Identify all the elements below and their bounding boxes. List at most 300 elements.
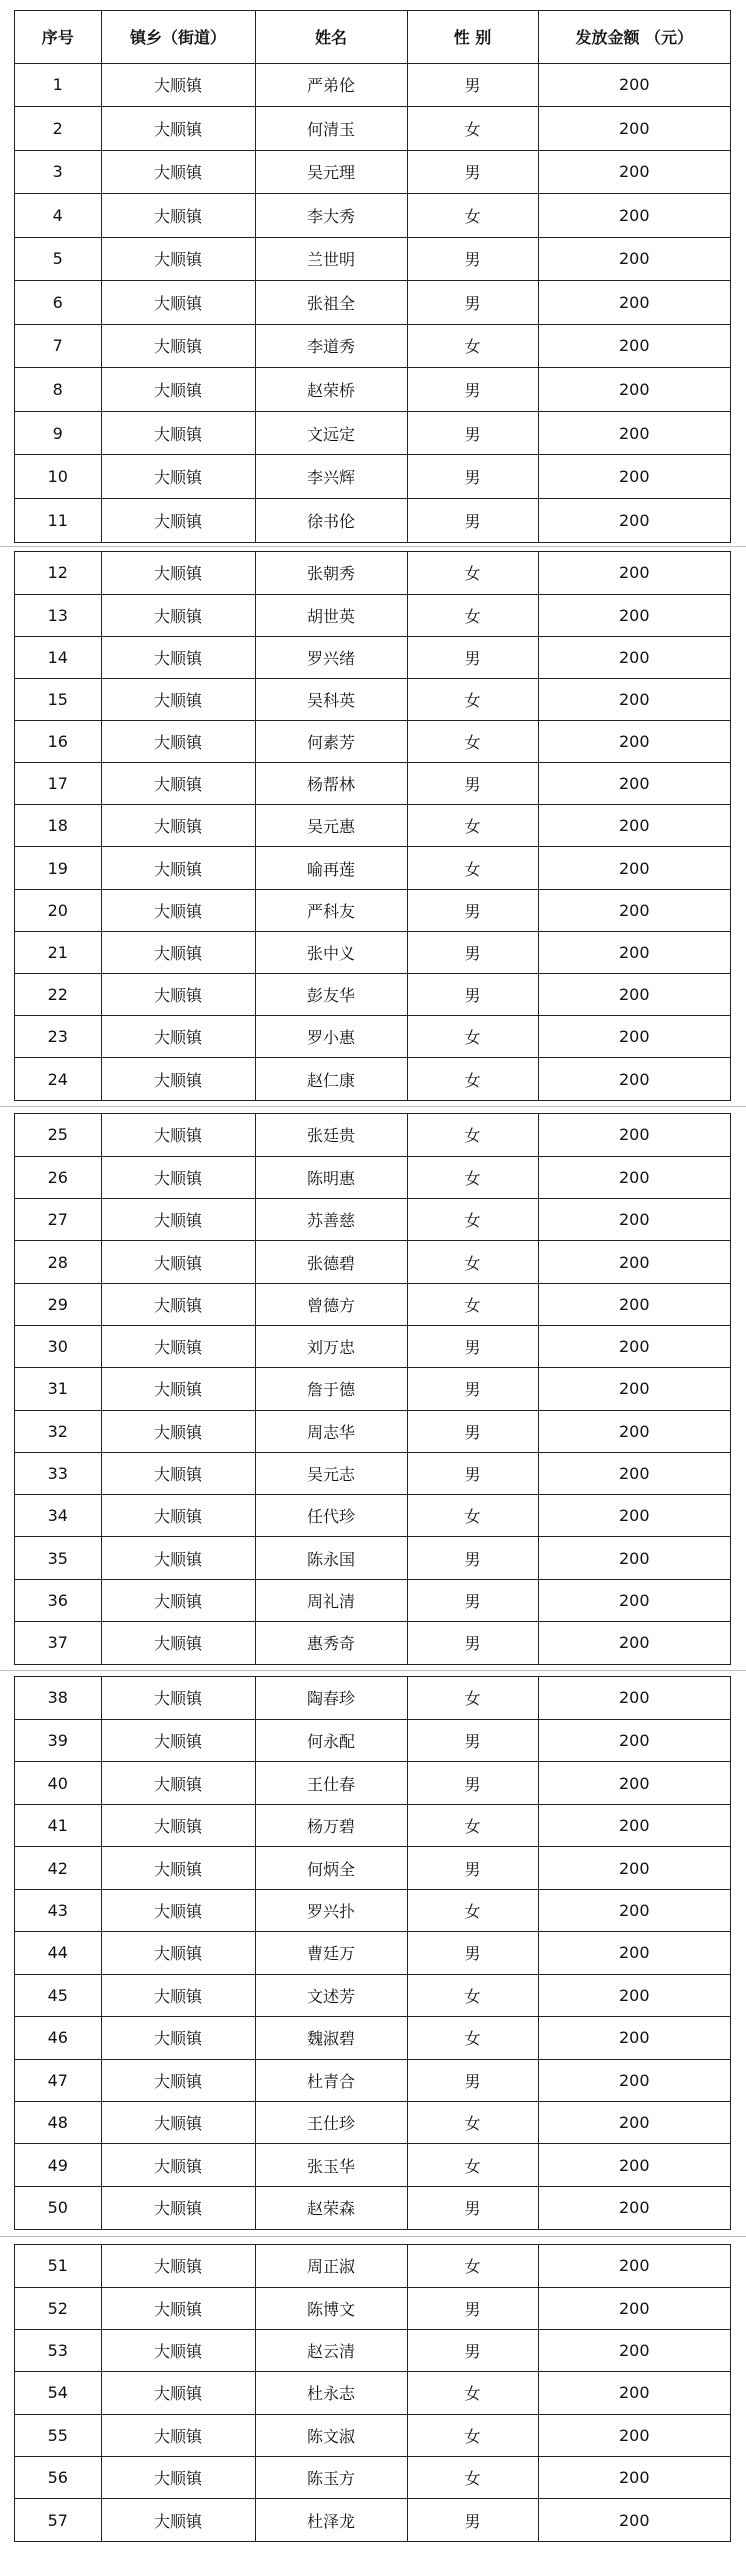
cell-gender: 女 <box>407 1974 538 2016</box>
cell-name: 李道秀 <box>255 324 407 368</box>
cell-gender: 男 <box>407 2287 538 2329</box>
cell-gender: 女 <box>407 1677 538 1719</box>
cell-index: 39 <box>15 1719 101 1761</box>
table-row <box>15 368 730 412</box>
cell-name: 杜永志 <box>255 2372 407 2414</box>
cell-name: 刘万忠 <box>255 1325 407 1367</box>
table-row <box>15 411 730 455</box>
cell-gender: 男 <box>407 1847 538 1889</box>
cell-town: 大顺镇 <box>101 1058 255 1100</box>
cell-gender: 女 <box>407 2456 538 2498</box>
cell-index: 37 <box>15 1622 101 1664</box>
cell-index: 55 <box>15 2414 101 2456</box>
cell-amount: 200 <box>538 1241 730 1283</box>
cell-gender: 女 <box>407 1016 538 1058</box>
cell-name: 徐书伦 <box>255 498 407 542</box>
cell-town: 大顺镇 <box>101 2017 255 2059</box>
cell-gender: 男 <box>407 455 538 499</box>
cell-name: 罗兴绪 <box>255 636 407 678</box>
table-row <box>15 237 730 281</box>
cell-town: 大顺镇 <box>101 2330 255 2372</box>
header-row <box>15 11 730 63</box>
cell-name: 吴元志 <box>255 1452 407 1494</box>
cell-name: 吴科英 <box>255 678 407 720</box>
cell-name: 罗小惠 <box>255 1016 407 1058</box>
cell-name: 杜青合 <box>255 2059 407 2101</box>
cell-index: 3 <box>15 150 101 194</box>
cell-town: 大顺镇 <box>101 1537 255 1579</box>
table-row <box>15 763 730 805</box>
cell-name: 李大秀 <box>255 194 407 238</box>
cell-gender: 男 <box>407 636 538 678</box>
cell-name: 杜泽龙 <box>255 2499 407 2541</box>
cell-gender: 女 <box>407 2245 538 2287</box>
table-row <box>15 973 730 1015</box>
cell-index: 30 <box>15 1325 101 1367</box>
cell-index: 11 <box>15 498 101 542</box>
table-row <box>15 1199 730 1241</box>
page-divider <box>0 1670 746 1671</box>
table-row <box>15 1889 730 1931</box>
cell-gender: 男 <box>407 2330 538 2372</box>
cell-index: 33 <box>15 1452 101 1494</box>
table-row <box>15 1537 730 1579</box>
cell-index: 44 <box>15 1932 101 1974</box>
cell-name: 魏淑碧 <box>255 2017 407 2059</box>
cell-gender: 男 <box>407 237 538 281</box>
cell-index: 49 <box>15 2144 101 2186</box>
cell-index: 18 <box>15 805 101 847</box>
cell-gender: 女 <box>407 1114 538 1156</box>
table-row <box>15 194 730 238</box>
cell-name: 周正淑 <box>255 2245 407 2287</box>
cell-index: 25 <box>15 1114 101 1156</box>
cell-gender: 女 <box>407 552 538 594</box>
table-row <box>15 889 730 931</box>
recipient-table-4 <box>15 1677 730 2229</box>
cell-index: 32 <box>15 1410 101 1452</box>
cell-name: 陈明惠 <box>255 1156 407 1198</box>
cell-name: 彭友华 <box>255 973 407 1015</box>
cell-index: 54 <box>15 2372 101 2414</box>
cell-amount: 200 <box>538 594 730 636</box>
header-index: 序号 <box>15 11 101 63</box>
cell-amount: 200 <box>538 1452 730 1494</box>
cell-index: 21 <box>15 931 101 973</box>
cell-gender: 女 <box>407 2372 538 2414</box>
cell-gender: 女 <box>407 1241 538 1283</box>
cell-amount: 200 <box>538 1537 730 1579</box>
cell-index: 41 <box>15 1804 101 1846</box>
table-row <box>15 1579 730 1621</box>
cell-gender: 男 <box>407 2186 538 2228</box>
cell-name: 胡世英 <box>255 594 407 636</box>
cell-index: 1 <box>15 63 101 107</box>
cell-amount: 200 <box>538 973 730 1015</box>
cell-town: 大顺镇 <box>101 1156 255 1198</box>
cell-town: 大顺镇 <box>101 973 255 1015</box>
cell-name: 陶春珍 <box>255 1677 407 1719</box>
cell-name: 何炳全 <box>255 1847 407 1889</box>
cell-index: 50 <box>15 2186 101 2228</box>
cell-town: 大顺镇 <box>101 2414 255 2456</box>
table-row <box>15 281 730 325</box>
cell-amount: 200 <box>538 1579 730 1621</box>
cell-gender: 女 <box>407 1199 538 1241</box>
cell-amount: 200 <box>538 931 730 973</box>
cell-amount: 200 <box>538 1283 730 1325</box>
cell-amount: 200 <box>538 678 730 720</box>
cell-town: 大顺镇 <box>101 2059 255 2101</box>
cell-gender: 男 <box>407 498 538 542</box>
cell-index: 42 <box>15 1847 101 1889</box>
cell-amount: 200 <box>538 1325 730 1367</box>
table-row <box>15 63 730 107</box>
table-row <box>15 931 730 973</box>
cell-town: 大顺镇 <box>101 107 255 151</box>
cell-amount: 200 <box>538 2017 730 2059</box>
cell-name: 任代珍 <box>255 1495 407 1537</box>
cell-amount: 200 <box>538 368 730 412</box>
table-row <box>15 1677 730 1719</box>
cell-index: 27 <box>15 1199 101 1241</box>
cell-gender: 男 <box>407 281 538 325</box>
cell-town: 大顺镇 <box>101 2456 255 2498</box>
cell-name: 张玉华 <box>255 2144 407 2186</box>
cell-amount: 200 <box>538 2144 730 2186</box>
cell-amount: 200 <box>538 1058 730 1100</box>
cell-name: 严弟伦 <box>255 63 407 107</box>
cell-gender: 女 <box>407 1058 538 1100</box>
cell-name: 陈博文 <box>255 2287 407 2329</box>
table-row <box>15 1283 730 1325</box>
cell-gender: 男 <box>407 150 538 194</box>
cell-index: 40 <box>15 1762 101 1804</box>
cell-town: 大顺镇 <box>101 1016 255 1058</box>
cell-name: 杨万碧 <box>255 1804 407 1846</box>
cell-index: 2 <box>15 107 101 151</box>
page-divider <box>0 2236 746 2237</box>
cell-town: 大顺镇 <box>101 2499 255 2541</box>
cell-town: 大顺镇 <box>101 1974 255 2016</box>
cell-amount: 200 <box>538 2330 730 2372</box>
cell-name: 詹于德 <box>255 1368 407 1410</box>
table-section-2 <box>14 551 731 1101</box>
recipient-table-5 <box>15 2245 730 2541</box>
cell-amount: 200 <box>538 1016 730 1058</box>
cell-amount: 200 <box>538 1410 730 1452</box>
cell-gender: 男 <box>407 2059 538 2101</box>
table-row <box>15 2456 730 2498</box>
cell-town: 大顺镇 <box>101 847 255 889</box>
cell-name: 赵云清 <box>255 2330 407 2372</box>
cell-name: 李兴辉 <box>255 455 407 499</box>
cell-amount: 200 <box>538 1847 730 1889</box>
cell-index: 23 <box>15 1016 101 1058</box>
cell-index: 31 <box>15 1368 101 1410</box>
cell-amount: 200 <box>538 2245 730 2287</box>
cell-name: 喻再莲 <box>255 847 407 889</box>
cell-index: 20 <box>15 889 101 931</box>
cell-name: 周礼清 <box>255 1579 407 1621</box>
cell-town: 大顺镇 <box>101 1932 255 1974</box>
page-divider <box>0 546 746 547</box>
cell-name: 严科友 <box>255 889 407 931</box>
cell-town: 大顺镇 <box>101 455 255 499</box>
cell-amount: 200 <box>538 2456 730 2498</box>
table-row <box>15 721 730 763</box>
cell-amount: 200 <box>538 324 730 368</box>
cell-index: 38 <box>15 1677 101 1719</box>
cell-town: 大顺镇 <box>101 1677 255 1719</box>
cell-gender: 男 <box>407 63 538 107</box>
cell-name: 兰世明 <box>255 237 407 281</box>
cell-town: 大顺镇 <box>101 237 255 281</box>
cell-name: 赵荣森 <box>255 2186 407 2228</box>
table-row <box>15 552 730 594</box>
cell-town: 大顺镇 <box>101 1199 255 1241</box>
cell-town: 大顺镇 <box>101 594 255 636</box>
cell-name: 陈玉方 <box>255 2456 407 2498</box>
cell-amount: 200 <box>538 1932 730 1974</box>
cell-gender: 男 <box>407 1410 538 1452</box>
cell-name: 张祖全 <box>255 281 407 325</box>
cell-index: 24 <box>15 1058 101 1100</box>
cell-index: 45 <box>15 1974 101 2016</box>
table-row <box>15 1410 730 1452</box>
table-row <box>15 2102 730 2144</box>
table-row <box>15 2017 730 2059</box>
cell-town: 大顺镇 <box>101 281 255 325</box>
cell-gender: 女 <box>407 678 538 720</box>
cell-amount: 200 <box>538 721 730 763</box>
cell-amount: 200 <box>538 150 730 194</box>
table-row <box>15 1932 730 1974</box>
cell-name: 何素芳 <box>255 721 407 763</box>
cell-name: 赵荣桥 <box>255 368 407 412</box>
table-row <box>15 2245 730 2287</box>
table-section-3 <box>14 1113 731 1665</box>
cell-name: 罗兴扑 <box>255 1889 407 1931</box>
cell-index: 15 <box>15 678 101 720</box>
page-divider <box>0 1106 746 1107</box>
cell-index: 12 <box>15 552 101 594</box>
cell-name: 吴元惠 <box>255 805 407 847</box>
cell-town: 大顺镇 <box>101 1762 255 1804</box>
cell-name: 文远定 <box>255 411 407 455</box>
table-row <box>15 2414 730 2456</box>
recipient-table-3 <box>15 1114 730 1664</box>
cell-name: 张朝秀 <box>255 552 407 594</box>
cell-name: 苏善慈 <box>255 1199 407 1241</box>
table-row <box>15 2287 730 2329</box>
cell-index: 9 <box>15 411 101 455</box>
cell-index: 13 <box>15 594 101 636</box>
cell-name: 周志华 <box>255 1410 407 1452</box>
cell-town: 大顺镇 <box>101 1452 255 1494</box>
cell-amount: 200 <box>538 194 730 238</box>
cell-index: 28 <box>15 1241 101 1283</box>
table-row <box>15 1495 730 1537</box>
cell-name: 王仕春 <box>255 1762 407 1804</box>
cell-index: 10 <box>15 455 101 499</box>
table-row <box>15 1368 730 1410</box>
table-row <box>15 2372 730 2414</box>
cell-town: 大顺镇 <box>101 2245 255 2287</box>
cell-town: 大顺镇 <box>101 889 255 931</box>
cell-index: 56 <box>15 2456 101 2498</box>
table-row <box>15 1804 730 1846</box>
cell-town: 大顺镇 <box>101 1410 255 1452</box>
cell-gender: 男 <box>407 1537 538 1579</box>
cell-amount: 200 <box>538 1622 730 1664</box>
cell-gender: 女 <box>407 1804 538 1846</box>
cell-amount: 200 <box>538 1114 730 1156</box>
cell-amount: 200 <box>538 63 730 107</box>
table-row <box>15 1452 730 1494</box>
table-row <box>15 107 730 151</box>
table-row <box>15 1847 730 1889</box>
table-section-5 <box>14 2244 731 2542</box>
recipient-table-2 <box>15 552 730 1100</box>
cell-gender: 女 <box>407 1889 538 1931</box>
table-row <box>15 150 730 194</box>
table-row <box>15 1241 730 1283</box>
cell-gender: 女 <box>407 847 538 889</box>
table-row <box>15 1325 730 1367</box>
cell-town: 大顺镇 <box>101 2372 255 2414</box>
cell-name: 赵仁康 <box>255 1058 407 1100</box>
cell-town: 大顺镇 <box>101 411 255 455</box>
table-row <box>15 324 730 368</box>
cell-town: 大顺镇 <box>101 2287 255 2329</box>
cell-gender: 男 <box>407 931 538 973</box>
cell-amount: 200 <box>538 237 730 281</box>
cell-amount: 200 <box>538 1677 730 1719</box>
cell-index: 57 <box>15 2499 101 2541</box>
cell-gender: 男 <box>407 368 538 412</box>
table-row <box>15 1762 730 1804</box>
cell-name: 惠秀奇 <box>255 1622 407 1664</box>
cell-town: 大顺镇 <box>101 1719 255 1761</box>
cell-index: 17 <box>15 763 101 805</box>
cell-gender: 女 <box>407 1495 538 1537</box>
cell-town: 大顺镇 <box>101 498 255 542</box>
cell-name: 张中义 <box>255 931 407 973</box>
cell-index: 47 <box>15 2059 101 2101</box>
cell-index: 53 <box>15 2330 101 2372</box>
cell-name: 陈永国 <box>255 1537 407 1579</box>
cell-name: 文述芳 <box>255 1974 407 2016</box>
cell-index: 46 <box>15 2017 101 2059</box>
recipient-table-1 <box>15 11 730 542</box>
cell-gender: 男 <box>407 1932 538 1974</box>
cell-amount: 200 <box>538 2059 730 2101</box>
cell-index: 7 <box>15 324 101 368</box>
cell-name: 杨帮林 <box>255 763 407 805</box>
table-row <box>15 2144 730 2186</box>
cell-gender: 女 <box>407 2017 538 2059</box>
cell-index: 35 <box>15 1537 101 1579</box>
header-amount: 发放金额 （元） <box>538 11 730 63</box>
cell-amount: 200 <box>538 1974 730 2016</box>
cell-index: 22 <box>15 973 101 1015</box>
cell-amount: 200 <box>538 2499 730 2541</box>
cell-amount: 200 <box>538 889 730 931</box>
cell-name: 何永配 <box>255 1719 407 1761</box>
cell-index: 16 <box>15 721 101 763</box>
cell-town: 大顺镇 <box>101 1804 255 1846</box>
cell-gender: 男 <box>407 1452 538 1494</box>
cell-amount: 200 <box>538 1804 730 1846</box>
table-row <box>15 1622 730 1664</box>
cell-amount: 200 <box>538 107 730 151</box>
cell-town: 大顺镇 <box>101 324 255 368</box>
cell-amount: 200 <box>538 2414 730 2456</box>
cell-index: 5 <box>15 237 101 281</box>
cell-amount: 200 <box>538 2372 730 2414</box>
cell-index: 48 <box>15 2102 101 2144</box>
table-row <box>15 2330 730 2372</box>
cell-town: 大顺镇 <box>101 552 255 594</box>
cell-amount: 200 <box>538 411 730 455</box>
cell-index: 8 <box>15 368 101 412</box>
cell-index: 19 <box>15 847 101 889</box>
cell-gender: 女 <box>407 1283 538 1325</box>
cell-amount: 200 <box>538 281 730 325</box>
cell-town: 大顺镇 <box>101 63 255 107</box>
cell-gender: 女 <box>407 324 538 368</box>
table-row <box>15 1058 730 1100</box>
cell-town: 大顺镇 <box>101 721 255 763</box>
cell-index: 14 <box>15 636 101 678</box>
cell-town: 大顺镇 <box>101 1579 255 1621</box>
cell-town: 大顺镇 <box>101 636 255 678</box>
table-row <box>15 847 730 889</box>
cell-gender: 女 <box>407 721 538 763</box>
cell-gender: 男 <box>407 2499 538 2541</box>
cell-gender: 男 <box>407 1325 538 1367</box>
cell-town: 大顺镇 <box>101 2186 255 2228</box>
cell-town: 大顺镇 <box>101 1241 255 1283</box>
cell-name: 张德碧 <box>255 1241 407 1283</box>
cell-town: 大顺镇 <box>101 1368 255 1410</box>
cell-amount: 200 <box>538 805 730 847</box>
cell-town: 大顺镇 <box>101 931 255 973</box>
header-name: 姓名 <box>255 11 407 63</box>
cell-town: 大顺镇 <box>101 2102 255 2144</box>
table-section-1 <box>14 10 731 543</box>
cell-gender: 女 <box>407 2144 538 2186</box>
cell-gender: 男 <box>407 411 538 455</box>
cell-gender: 女 <box>407 1156 538 1198</box>
cell-gender: 男 <box>407 1719 538 1761</box>
cell-index: 52 <box>15 2287 101 2329</box>
cell-name: 王仕珍 <box>255 2102 407 2144</box>
cell-gender: 男 <box>407 973 538 1015</box>
table-row <box>15 2059 730 2101</box>
cell-index: 51 <box>15 2245 101 2287</box>
table-row <box>15 678 730 720</box>
table-row <box>15 1114 730 1156</box>
cell-amount: 200 <box>538 2102 730 2144</box>
table-section-4 <box>14 1676 731 2230</box>
cell-town: 大顺镇 <box>101 678 255 720</box>
cell-amount: 200 <box>538 847 730 889</box>
cell-index: 26 <box>15 1156 101 1198</box>
table-row <box>15 636 730 678</box>
table-row <box>15 1719 730 1761</box>
